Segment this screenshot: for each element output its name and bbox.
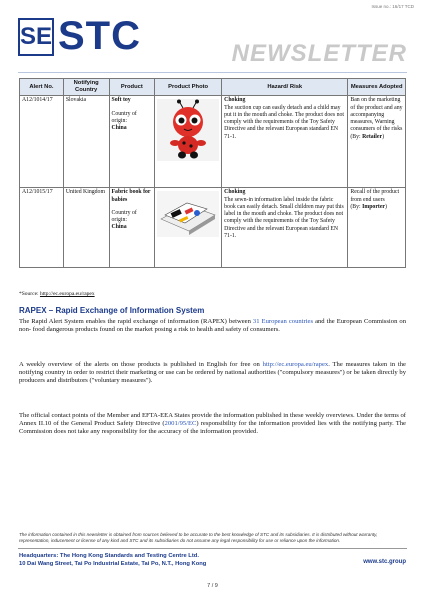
issue-number: Issue no.: 16/17 TCD (371, 4, 414, 9)
hazard-description: The suction cup can easily detach and a child may put it in the mouth and choke. The product does not comply with the requirements of the Toy Safety Directive and the relevant European standard EN 71-1. (224, 104, 344, 140)
newsletter-title: NEWSLETTER (231, 40, 407, 67)
table-header-row (20, 79, 406, 96)
disclaimer: The information contained in this newsletter is obtained from sources believed to be accurate to the best knowledge of STC and its subsidiaries. It is distributed without warranty, representation, inducement or license of any kind and STC and its subsidiaries do not assume any legal responsibility for use or reliance upon the information. (19, 532, 378, 543)
rapex-heading: RAPEX – Rapid Exchange of Information System (19, 306, 205, 315)
hq-line-2: 10 Dai Wang Street, Tai Po Industrial Estate, Tai Po, N.T., Hong Kong (19, 561, 207, 567)
by-party: Importer (362, 203, 385, 210)
product-name: Fabric book for babies (111, 189, 151, 203)
rapex-paragraph-1 (19, 318, 406, 334)
stc-logo-text: STC (58, 14, 141, 58)
measures-cell (348, 188, 406, 268)
header-divider (18, 72, 407, 73)
source-link[interactable]: http://ec.europa.eu/rapex (39, 291, 95, 297)
product-name: Soft toy (111, 97, 131, 104)
hazard-cell (222, 96, 348, 188)
stc-logo-mark: SE (18, 18, 54, 56)
by-party: Retailer (362, 133, 383, 140)
origin-label: Country of origin: (111, 110, 137, 124)
hazard-cell (222, 188, 348, 268)
source-note (19, 291, 95, 297)
by-prefix: (By: (350, 203, 363, 210)
measures-cell (348, 96, 406, 188)
header-measures-adopted: Measures Adopted (348, 79, 406, 96)
source-label: *Source: (19, 291, 40, 297)
website-link[interactable]: www.stc.group (363, 559, 406, 565)
by-suffix: ) (382, 133, 385, 140)
by-suffix: ) (384, 203, 387, 210)
fabric-book-image (157, 191, 219, 237)
soft-toy-image (157, 99, 219, 161)
table-row (20, 96, 406, 188)
countries-link[interactable]: 31 European countries (252, 318, 314, 325)
para1-text-a: The Rapid Alert System enables the rapid exchange of information (RAPEX) between (19, 318, 253, 325)
by-prefix: (By: (350, 133, 363, 140)
para3-text-b: ) responsibility for the information provided lies with the notifying party. The Commission does not take any responsibility for the accuracy of the information provided. (19, 420, 406, 436)
rapex-link[interactable]: http://ec.europa.eu/rapex (262, 361, 329, 368)
hq-line-1: Headquarters: The Hong Kong Standards and Testing Centre Ltd. (19, 553, 199, 559)
fabric-book-photo (157, 191, 219, 237)
alert-no-cell: A12/1014/17 (20, 96, 64, 188)
measures-text: Ban on the marketing of the product and any accompanying measures, Warning consumers of the risks (350, 97, 403, 133)
product-cell (109, 96, 155, 188)
measures-text: Recall of the product from end users (350, 189, 400, 203)
headquarters-address (19, 552, 206, 568)
photo-cell (155, 96, 222, 188)
directive-link[interactable]: 2001/95/EC (164, 420, 197, 428)
country-cell: United Kingdom (63, 188, 109, 268)
hazard-title: Choking (224, 97, 246, 104)
header-product: Product (109, 79, 155, 96)
rapex-paragraph-3 (19, 412, 406, 437)
photo-cell (155, 188, 222, 268)
rapex-paragraph-2 (19, 361, 406, 386)
header-notifying-country: Notifying Country (63, 79, 109, 96)
para1-text-b: and the European Commission on non- food dangerous products found on the market posing a risk to health and safety of consumers. (19, 318, 406, 334)
para3-text-a: The official contact points of the Member and EFTA-EEA States provide the information published in these weekly overviews. Under the terms of Annex II.10 of the General Product Safety Directive ( (19, 412, 406, 428)
alert-no-cell: A12/1015/17 (20, 188, 64, 268)
soft-toy-photo (157, 99, 219, 161)
para2-text-a: A weekly overview of the alerts on those products is published in English for free on (19, 361, 263, 368)
table-row (20, 188, 406, 268)
origin-value: China (111, 125, 127, 132)
alerts-table (19, 78, 406, 268)
page-number: 7 / 9 (207, 583, 218, 589)
footer-divider (18, 548, 407, 549)
origin-value: China (111, 224, 127, 231)
hazard-title: Choking (224, 189, 246, 196)
product-cell (109, 188, 155, 268)
origin-label: Country of origin: (111, 209, 137, 224)
header-alert-no: Alert No. (20, 79, 64, 96)
country-cell: Slovakia (63, 96, 109, 188)
header-product-photo: Product Photo (155, 79, 222, 96)
para2-text-b: . The measures taken in the notifying country in order to restrict their marketing or use can be ordered by national authorities ("compulsory measures") or be taken directly by producers and distributors ("voluntary measures"). (19, 361, 406, 385)
hazard-description: The sewn-in information label inside the fabric book can easily detach. Small children may put this label in the mouth and choke. The product does not comply with the requirements of the Toy Safety Directive and the relevant European standard EN 71-1. (224, 196, 344, 239)
stc-logo (18, 14, 178, 58)
header-hazard-risk: Hazard/ Risk (222, 79, 348, 96)
